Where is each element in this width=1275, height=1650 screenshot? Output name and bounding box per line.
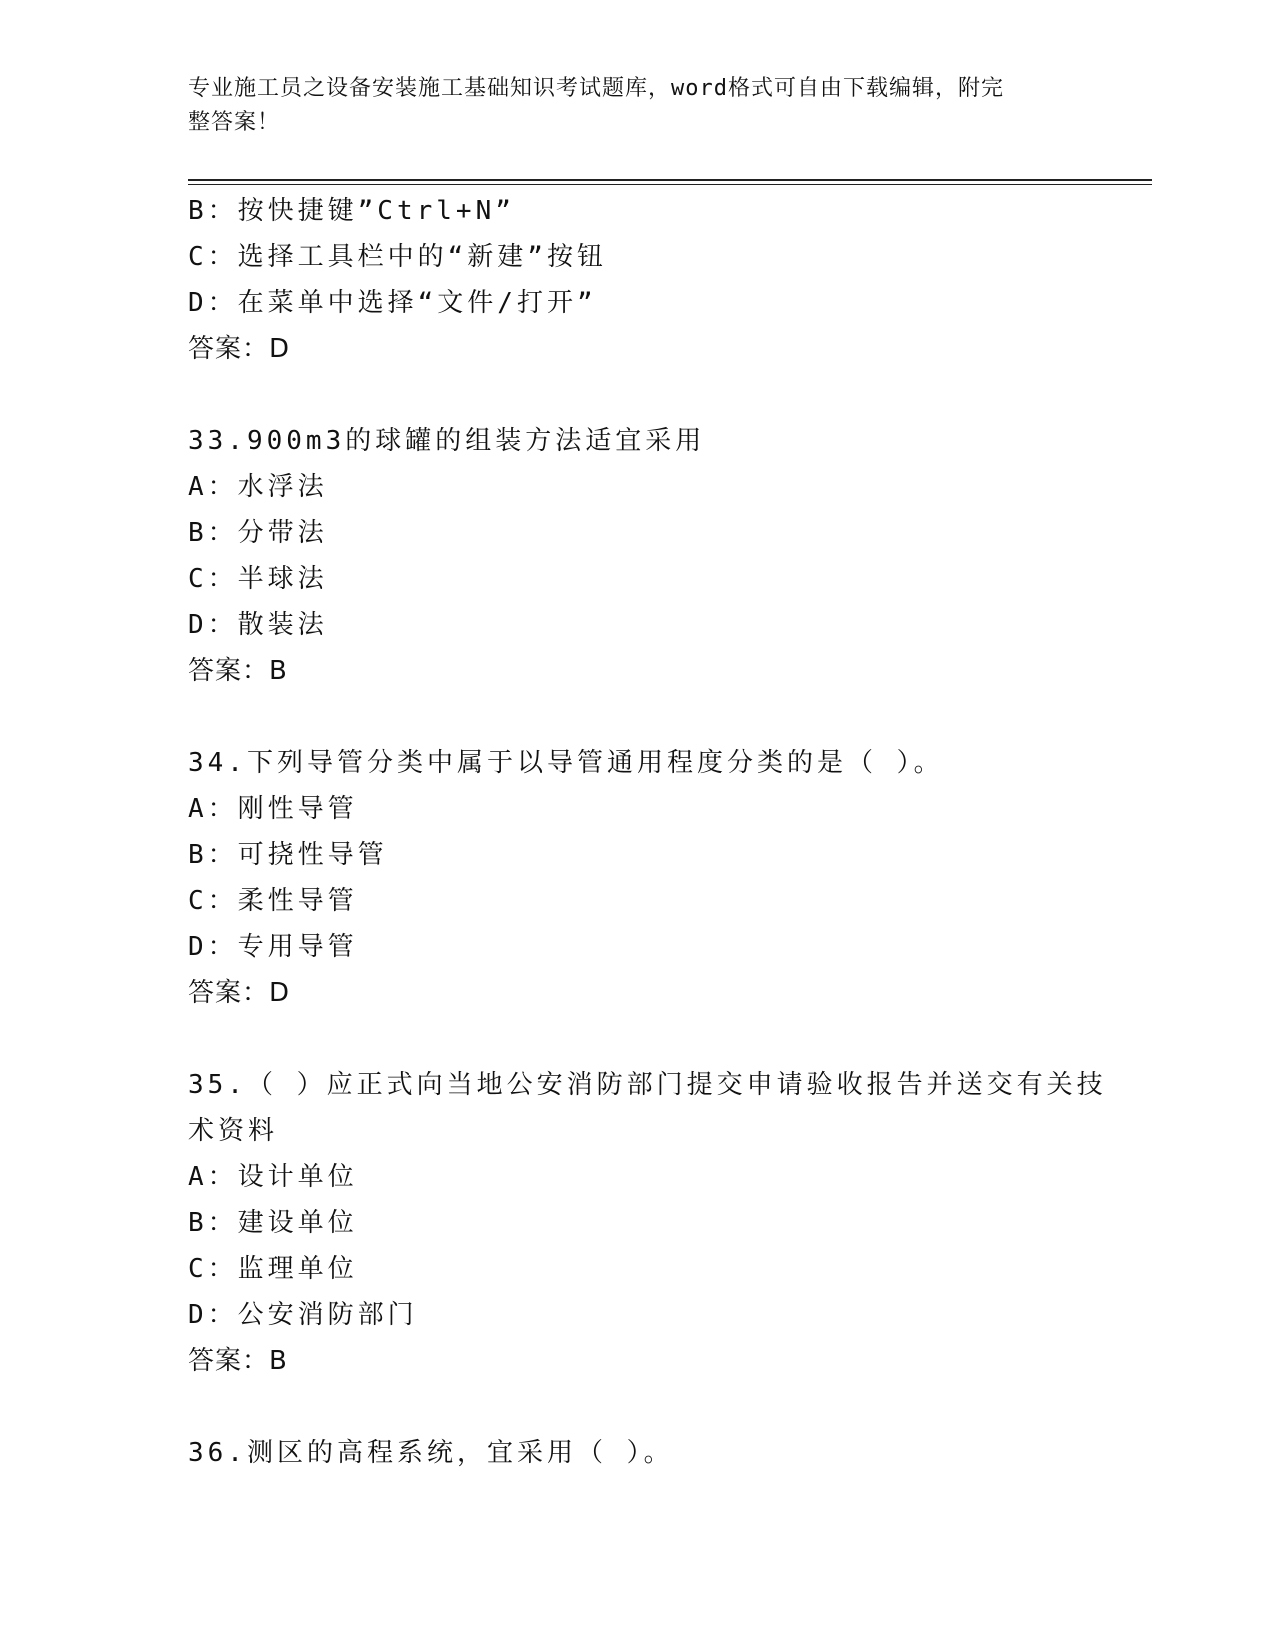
question-list bbox=[188, 188, 1138, 1476]
header-title-line-2: 整答案！ bbox=[188, 110, 281, 135]
question-block-34 bbox=[188, 740, 1138, 1016]
option-c: C：选择工具栏中的“新建”按钮 bbox=[188, 242, 607, 272]
answer-label: 答案：D bbox=[188, 334, 291, 364]
question-block-33 bbox=[188, 418, 1138, 694]
spacer bbox=[188, 372, 1138, 418]
answer-label: 答案：B bbox=[188, 1346, 288, 1376]
option-a: A：设计单位 bbox=[188, 1162, 358, 1192]
option-a: A：水浮法 bbox=[188, 472, 328, 502]
option-d: D：公安消防部门 bbox=[188, 1300, 418, 1330]
question-stem: 34.下列导管分类中属于以导管通用程度分类的是（ ）。 bbox=[188, 748, 944, 778]
option-b: B：分带法 bbox=[188, 518, 328, 548]
header-divider-thick bbox=[188, 179, 1152, 181]
question-block-32 bbox=[188, 188, 1138, 372]
option-d: D：散装法 bbox=[188, 610, 328, 640]
option-b: B：按快捷键”Ctrl+N” bbox=[188, 196, 515, 226]
spacer bbox=[188, 1016, 1138, 1062]
question-stem: 33.900m3的球罐的组装方法适宜采用 bbox=[188, 426, 706, 456]
header-divider-thin bbox=[188, 184, 1152, 185]
option-d: D：在菜单中选择“文件/打开” bbox=[188, 288, 597, 318]
spacer bbox=[188, 1384, 1138, 1430]
question-stem-line-1: 35.（ ）应正式向当地公安消防部门提交申请验收报告并送交有关技 bbox=[188, 1070, 1107, 1100]
question-block-35 bbox=[188, 1062, 1138, 1384]
document-header bbox=[188, 72, 1068, 140]
header-title-line-1: 专业施工员之设备安装施工基础知识考试题库，word格式可自由下载编辑，附完 bbox=[188, 76, 1004, 101]
question-block-36 bbox=[188, 1430, 1138, 1476]
question-stem: 36.测区的高程系统，宜采用（ ）。 bbox=[188, 1438, 674, 1468]
option-c: C：监理单位 bbox=[188, 1254, 358, 1284]
option-c: C：柔性导管 bbox=[188, 886, 358, 916]
option-b: B：可挠性导管 bbox=[188, 840, 388, 870]
answer-label: 答案：B bbox=[188, 656, 288, 686]
option-a: A：刚性导管 bbox=[188, 794, 358, 824]
answer-label: 答案：D bbox=[188, 978, 291, 1008]
spacer bbox=[188, 694, 1138, 740]
option-c: C：半球法 bbox=[188, 564, 328, 594]
option-b: B：建设单位 bbox=[188, 1208, 358, 1238]
question-stem-line-2: 术资料 bbox=[188, 1116, 279, 1146]
option-d: D：专用导管 bbox=[188, 932, 358, 962]
